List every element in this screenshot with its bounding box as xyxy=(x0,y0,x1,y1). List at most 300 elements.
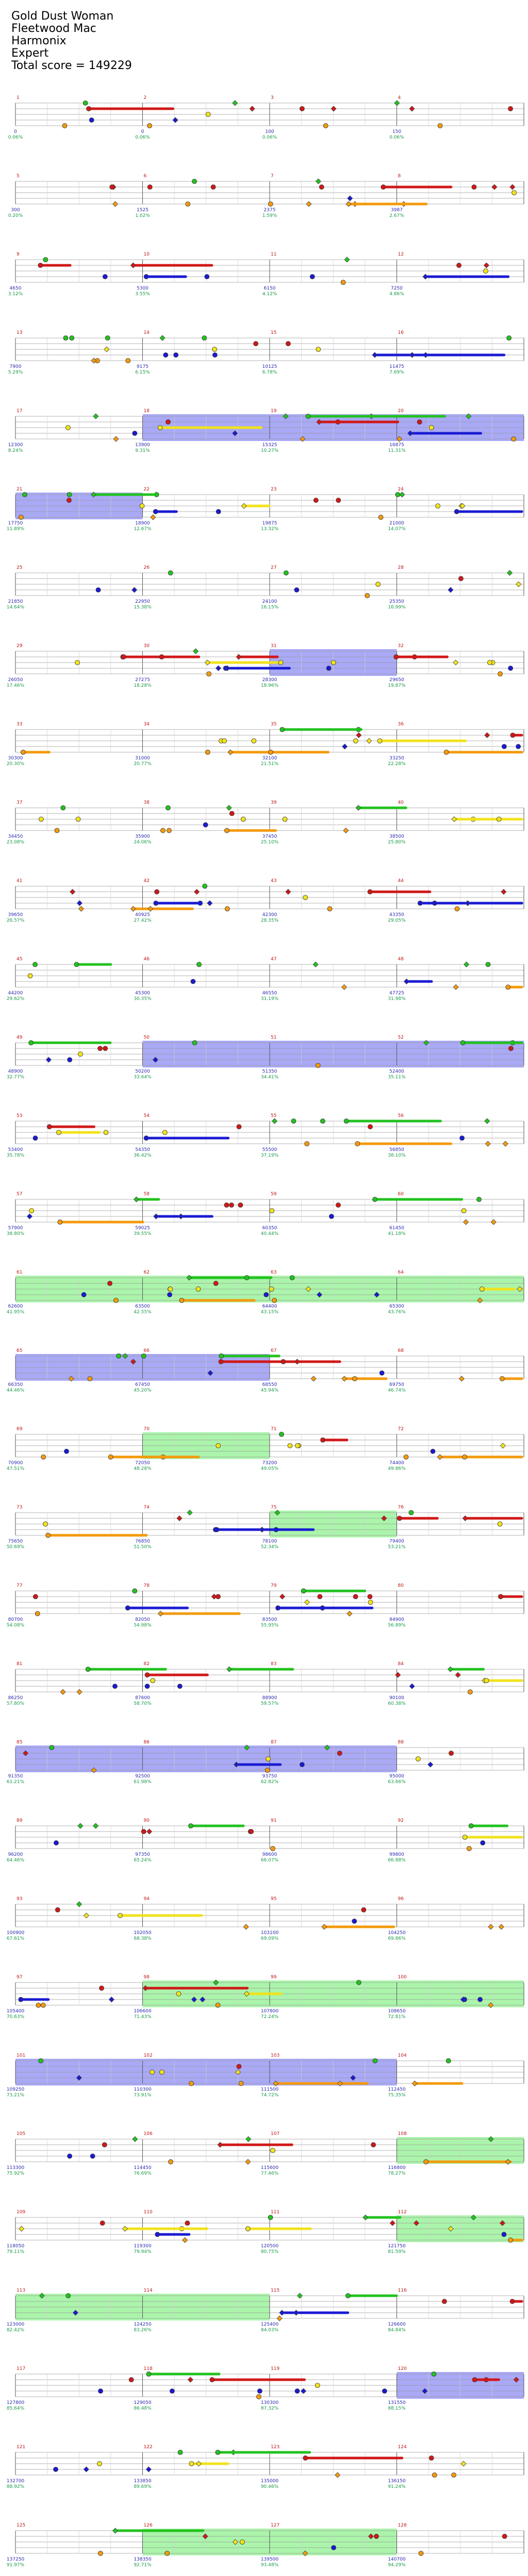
measure-score: 98600 xyxy=(262,1852,277,1857)
measure-percent: 77.46% xyxy=(260,2171,279,2176)
note xyxy=(170,2389,174,2394)
hopo-note xyxy=(484,263,489,268)
note xyxy=(240,2540,244,2545)
measure-number: 103 xyxy=(271,2053,280,2058)
note xyxy=(178,2450,183,2455)
hopo-note xyxy=(404,979,409,984)
hopo-note xyxy=(188,2377,193,2382)
measure-percent: 91.97% xyxy=(6,2563,25,2568)
note xyxy=(336,1203,340,1208)
hopo-note xyxy=(158,1611,163,1616)
measure-percent: 29.62% xyxy=(6,996,25,1002)
measure-score: 0 xyxy=(14,129,17,134)
hopo-note xyxy=(177,1516,182,1521)
measure-number: 86 xyxy=(143,1740,150,1745)
song-title: Gold Dust Woman xyxy=(11,10,114,23)
measure-number: 32 xyxy=(398,643,404,649)
measure-percent: 72.81% xyxy=(388,2014,406,2020)
note xyxy=(155,2232,160,2237)
note xyxy=(397,1516,402,1521)
measure-score: 105400 xyxy=(6,2009,25,2014)
measure-number: 47 xyxy=(271,957,277,962)
hopo-note xyxy=(485,1118,490,1124)
measure-number: 49 xyxy=(16,1035,23,1040)
measure-percent: 79.94% xyxy=(134,2249,152,2255)
note xyxy=(168,1287,173,1292)
measure-score: 131550 xyxy=(388,2400,406,2405)
measure-score: 107800 xyxy=(260,2009,279,2014)
measure-score: 3987 xyxy=(391,208,403,213)
note xyxy=(286,342,290,346)
note xyxy=(316,1063,320,1068)
note xyxy=(281,1360,286,1364)
measure-number: 15 xyxy=(271,330,277,335)
note xyxy=(446,2059,451,2063)
hopo-note xyxy=(448,587,453,592)
hopo-note xyxy=(423,274,428,279)
hopo-note xyxy=(346,201,351,207)
note xyxy=(41,2003,45,2008)
hopo-note xyxy=(455,1672,460,1677)
note xyxy=(245,2227,250,2231)
note xyxy=(512,437,516,442)
measure-score: 42300 xyxy=(262,912,277,918)
hopo-note xyxy=(77,1902,82,1907)
measure-percent: 80.75% xyxy=(260,2249,279,2255)
measure-number: 6 xyxy=(143,174,147,179)
note xyxy=(355,1142,360,1146)
note xyxy=(460,1136,465,1141)
total-score: Total score = 149229 xyxy=(11,59,132,72)
measure-score: 79400 xyxy=(389,1539,404,1544)
measure-number: 39 xyxy=(271,800,277,805)
measure-percent: 87.32% xyxy=(260,2406,279,2411)
note xyxy=(179,1298,184,1303)
note xyxy=(65,426,70,430)
note xyxy=(224,828,229,833)
note xyxy=(438,124,442,128)
hopo-note xyxy=(218,2142,223,2147)
hopo-note xyxy=(372,352,377,358)
measure-number: 85 xyxy=(16,1740,23,1745)
measure-score: 60350 xyxy=(262,1226,277,1231)
measure-number: 118 xyxy=(143,2366,153,2371)
hopo-note xyxy=(463,1516,468,1521)
note xyxy=(98,2389,103,2394)
note xyxy=(64,1449,69,1454)
note xyxy=(508,107,513,111)
hopo-note xyxy=(412,2081,417,2086)
note xyxy=(189,2462,194,2466)
measure-percent: 16.15% xyxy=(260,605,279,610)
measure-number: 93 xyxy=(16,1896,23,1902)
measure-percent: 78.27% xyxy=(388,2171,406,2176)
note xyxy=(500,1377,504,1381)
measure-percent: 5.29% xyxy=(8,370,23,375)
note xyxy=(33,962,38,967)
note xyxy=(305,1142,309,1146)
note xyxy=(314,498,318,503)
note xyxy=(214,1528,219,1532)
note xyxy=(38,263,43,268)
note xyxy=(419,2551,423,2556)
measure-number: 19 xyxy=(271,409,277,414)
measure-percent: 38.80% xyxy=(6,1231,25,1236)
measure-number: 16 xyxy=(398,330,404,335)
note xyxy=(472,2378,477,2382)
hopo-note xyxy=(122,2226,127,2231)
measure-percent: 30.35% xyxy=(134,996,152,1002)
note xyxy=(35,1612,40,1616)
measure-number: 121 xyxy=(16,2445,26,2450)
measure-score: 95000 xyxy=(389,1774,404,1779)
note xyxy=(108,1455,113,1460)
note xyxy=(83,101,88,106)
note xyxy=(418,901,422,906)
measure-percent: 66.88% xyxy=(388,1858,406,1863)
measure-score: 132700 xyxy=(6,2479,25,2484)
measure-number: 34 xyxy=(143,722,150,727)
measure-percent: 11.89% xyxy=(6,527,25,532)
measure-score: 19875 xyxy=(262,521,277,526)
note xyxy=(126,359,130,363)
note xyxy=(133,1589,137,1594)
measure-percent: 2.67% xyxy=(389,213,404,218)
note xyxy=(301,1589,306,1594)
measure-percent: 11.31% xyxy=(388,448,406,453)
measure-number: 46 xyxy=(143,957,150,962)
measure-number: 83 xyxy=(271,1662,277,1667)
measure-score: 51350 xyxy=(262,1069,277,1074)
hopo-note xyxy=(395,1672,401,1677)
note xyxy=(216,1444,221,1448)
measure-number: 115 xyxy=(271,2288,280,2293)
hopo-note xyxy=(113,2528,118,2533)
measure-percent: 41.18% xyxy=(388,1231,406,1236)
note xyxy=(29,1041,34,1045)
note xyxy=(61,806,65,810)
measure-percent: 15.38% xyxy=(134,605,152,610)
measure-percent: 75.35% xyxy=(388,2093,406,2098)
hopo-note xyxy=(160,335,165,341)
note xyxy=(55,1908,60,1912)
measure-number: 88 xyxy=(398,1740,404,1745)
measure-number: 99 xyxy=(271,1975,277,1980)
hopo-note xyxy=(227,1667,232,1672)
measure-score: 38500 xyxy=(389,834,404,839)
note xyxy=(319,185,324,190)
note xyxy=(47,1125,52,1129)
hopo-note xyxy=(243,1924,249,1929)
note xyxy=(145,1684,150,1689)
measure-percent: 81.59% xyxy=(388,2249,406,2255)
measure-number: 5 xyxy=(16,174,20,179)
note xyxy=(62,124,67,128)
measure-score: 12300 xyxy=(8,443,23,448)
note xyxy=(432,901,437,906)
measure-score: 6150 xyxy=(263,286,276,291)
note xyxy=(206,112,210,117)
measure-score: 115600 xyxy=(260,2165,279,2171)
measure-number: 38 xyxy=(143,800,150,805)
note xyxy=(368,1600,373,1605)
measure-percent: 34.41% xyxy=(260,1075,279,1080)
note xyxy=(512,191,517,195)
measure-number: 74 xyxy=(143,1505,150,1510)
note xyxy=(203,823,208,827)
measure-percent: 53.21% xyxy=(388,1545,406,1550)
measure-number: 12 xyxy=(398,252,404,257)
hopo-note xyxy=(306,201,311,207)
note xyxy=(244,1276,249,1280)
note xyxy=(29,1209,34,1213)
measure-percent: 49.05% xyxy=(260,1466,279,1471)
note xyxy=(497,817,501,822)
note xyxy=(225,907,229,911)
measure-number: 70 xyxy=(143,1427,150,1432)
note xyxy=(33,1595,38,1599)
measure-number: 98 xyxy=(143,1975,150,1980)
note xyxy=(186,202,190,207)
measure-number: 31 xyxy=(271,643,277,649)
measure-percent: 0.06% xyxy=(389,135,404,140)
note xyxy=(145,1673,150,1677)
hopo-note xyxy=(453,985,458,990)
note xyxy=(268,202,273,207)
hopo-note xyxy=(499,1924,504,1929)
measure-score: 99800 xyxy=(389,1852,404,1857)
hopo-note xyxy=(272,1118,277,1124)
hopo-note xyxy=(294,1359,300,1364)
hopo-note xyxy=(148,906,153,911)
hopo-note xyxy=(259,1527,265,1532)
measure-score: 83500 xyxy=(262,1617,277,1622)
hopo-note xyxy=(250,106,255,111)
measure-score: 139500 xyxy=(260,2557,279,2562)
note xyxy=(498,1522,502,1527)
note xyxy=(141,1354,146,1359)
note xyxy=(455,907,459,911)
measure-score: 31000 xyxy=(135,756,150,761)
measure-number: 41 xyxy=(16,878,23,884)
note xyxy=(19,515,23,520)
measure-number: 79 xyxy=(271,1583,277,1588)
measure-score: 21850 xyxy=(8,599,23,604)
measure-score: 135000 xyxy=(260,2479,279,2484)
note xyxy=(146,2372,151,2377)
measure-score: 54350 xyxy=(135,1147,150,1153)
measure-percent: 85.64% xyxy=(6,2406,25,2411)
hopo-note xyxy=(343,828,349,833)
note xyxy=(125,1606,130,1611)
hopo-note xyxy=(409,106,415,111)
measure-score: 78100 xyxy=(262,1539,277,1544)
measure-score: 76850 xyxy=(135,1539,150,1544)
measure-number: 2 xyxy=(143,95,147,100)
note xyxy=(279,1432,284,1437)
hopo-note xyxy=(183,2238,188,2243)
note xyxy=(118,1913,122,1918)
hopo-note xyxy=(113,201,118,207)
measure-score: 68550 xyxy=(262,1382,277,1387)
measure-percent: 0.06% xyxy=(8,135,23,140)
note xyxy=(382,2389,387,2394)
hopo-note xyxy=(510,184,515,190)
measure-score: 109250 xyxy=(6,2087,25,2092)
measure-score: 59025 xyxy=(135,1226,150,1231)
chart-source: Harmonix xyxy=(11,35,67,47)
measure-percent: 61.98% xyxy=(134,1780,152,1785)
hopo-note xyxy=(236,654,241,659)
note xyxy=(158,426,162,430)
note xyxy=(510,733,515,738)
measure-percent: 65.24% xyxy=(134,1858,152,1863)
hopo-note xyxy=(293,2310,299,2315)
measure-score: 65300 xyxy=(389,1304,404,1309)
note xyxy=(155,890,159,894)
measure-score: 15325 xyxy=(262,443,277,448)
measure-number: 69 xyxy=(16,1427,23,1432)
note xyxy=(337,1751,342,1756)
note xyxy=(185,2221,190,2226)
hopo-note xyxy=(437,1454,442,1460)
note xyxy=(278,660,283,665)
note xyxy=(98,1046,103,1051)
measure-percent: 55.95% xyxy=(260,1623,279,1628)
note xyxy=(429,426,434,430)
measure-score: 1525 xyxy=(137,208,148,213)
measure-percent: 73.91% xyxy=(134,2093,152,2098)
measure-number: 126 xyxy=(143,2523,153,2528)
note xyxy=(239,2081,243,2086)
measure-number: 27 xyxy=(271,565,277,570)
note xyxy=(463,1835,467,1840)
measure-percent: 33.64% xyxy=(134,1075,152,1080)
note xyxy=(169,2160,173,2164)
measure-number: 119 xyxy=(271,2366,280,2371)
note xyxy=(270,2148,275,2153)
note xyxy=(374,2534,378,2539)
measure-number: 122 xyxy=(143,2445,153,2450)
note xyxy=(483,269,488,274)
measure-percent: 24.06% xyxy=(134,840,152,845)
measure-number: 30 xyxy=(143,643,150,649)
measure-score: 91350 xyxy=(8,1774,23,1779)
measure-score: 120500 xyxy=(260,2244,279,2249)
hopo-note xyxy=(344,257,350,262)
measure-number: 110 xyxy=(143,2210,153,2215)
hopo-note xyxy=(485,1141,490,1146)
hopo-note xyxy=(501,889,506,894)
measure-score: 62600 xyxy=(8,1304,23,1309)
measure-number: 128 xyxy=(398,2523,407,2528)
hopo-note xyxy=(187,1510,192,1515)
measure-score: 111500 xyxy=(260,2087,279,2092)
measure-score: 50200 xyxy=(135,1069,150,1074)
note xyxy=(153,510,158,514)
note xyxy=(219,1354,224,1359)
measure-score: 25350 xyxy=(389,599,404,604)
measure-percent: 88.92% xyxy=(6,2484,25,2489)
hopo-note xyxy=(27,1214,32,1219)
measure-number: 11 xyxy=(271,252,277,257)
measure-number: 51 xyxy=(271,1035,277,1040)
measure-percent: 19.87% xyxy=(388,683,406,688)
measure-score: 93750 xyxy=(262,1774,277,1779)
note xyxy=(266,1757,271,1761)
note xyxy=(211,185,216,190)
hopo-note xyxy=(464,1219,469,1225)
measure-percent: 3.12% xyxy=(8,292,23,297)
note xyxy=(476,1197,481,1202)
hopo-note xyxy=(311,1376,316,1381)
note xyxy=(165,2551,170,2556)
note xyxy=(452,2473,456,2478)
note xyxy=(238,1203,243,1208)
measure-number: 64 xyxy=(398,1270,404,1275)
measure-number: 95 xyxy=(271,1896,277,1902)
note xyxy=(303,895,308,900)
measure-number: 71 xyxy=(271,1427,277,1432)
note xyxy=(436,504,440,509)
measure-number: 35 xyxy=(271,722,277,727)
note xyxy=(376,582,381,587)
hopo-note xyxy=(461,2461,466,2466)
measure-percent: 90.46% xyxy=(260,2484,279,2489)
measure-score: 44200 xyxy=(8,991,23,996)
hopo-note xyxy=(77,1689,82,1694)
measure-number: 105 xyxy=(16,2131,26,2137)
note xyxy=(329,1214,334,1219)
note xyxy=(336,498,341,503)
note xyxy=(205,275,209,279)
measure-number: 17 xyxy=(16,409,23,414)
hopo-note xyxy=(390,2221,395,2226)
measure-number: 94 xyxy=(143,1896,150,1902)
note xyxy=(216,2003,220,2008)
note xyxy=(467,1846,471,1851)
measure-percent: 86.48% xyxy=(134,2406,152,2411)
measure-number: 65 xyxy=(16,1348,23,1353)
measure-percent: 16.99% xyxy=(388,605,406,610)
hopo-note xyxy=(491,1219,496,1225)
note xyxy=(196,1287,201,1292)
measure-number: 45 xyxy=(16,957,23,962)
measure-score: 52400 xyxy=(389,1069,404,1074)
measure-percent: 22.28% xyxy=(388,761,406,767)
measure-score: 2375 xyxy=(263,208,276,213)
measure-number: 58 xyxy=(143,1192,150,1197)
hopo-note xyxy=(93,414,98,419)
measure-score: 73200 xyxy=(262,1461,277,1466)
measure-percent: 17.46% xyxy=(6,683,25,688)
measure-score: 90100 xyxy=(389,1696,404,1701)
note xyxy=(444,750,449,755)
measure-score: 40925 xyxy=(135,912,150,918)
measure-percent: 62.82% xyxy=(260,1780,279,1785)
note xyxy=(472,185,476,190)
measure-number: 100 xyxy=(398,1975,407,1980)
note xyxy=(76,817,80,822)
measure-number: 108 xyxy=(398,2131,407,2137)
note xyxy=(121,655,126,659)
hopo-note xyxy=(277,2316,282,2321)
note xyxy=(478,1997,483,2002)
note xyxy=(168,1293,172,1297)
note xyxy=(33,1136,38,1141)
measure-number: 36 xyxy=(398,722,404,727)
measure-number: 18 xyxy=(143,409,150,414)
